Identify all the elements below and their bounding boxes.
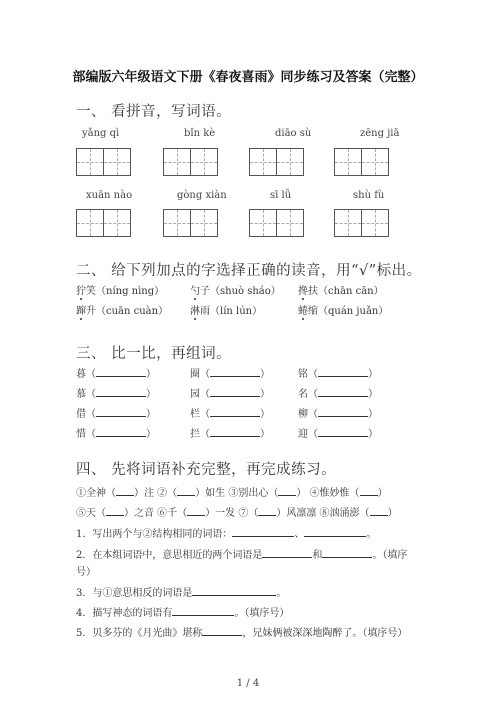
answer-blank[interactable]	[202, 625, 242, 636]
answer-blank[interactable]	[262, 547, 312, 558]
idiom-fill-line: ①全神（ ）注 ②（ ）如生 ③别出心（ ） ④惟妙惟（ ）	[76, 484, 388, 499]
compare-item: 名（ ）	[298, 385, 378, 400]
answer-blank[interactable]	[318, 406, 368, 417]
idiom-fill-line: ⑤天（ ）之音 ⑥千（ ）一发 ⑦（ ）风凛凛 ⑧汹涌澎（ ）	[76, 504, 398, 519]
grid-cell[interactable]	[76, 148, 104, 176]
compare-item: 暮（ ）	[76, 365, 156, 380]
compare-item: 园（ ）	[190, 385, 270, 400]
answer-blank[interactable]	[318, 366, 368, 377]
writing-grid[interactable]	[249, 148, 303, 176]
answer-blank[interactable]	[96, 406, 146, 417]
compare-item: 栏（ ）	[190, 405, 270, 420]
answer-blank[interactable]	[210, 406, 260, 417]
writing-grid[interactable]	[163, 209, 217, 237]
pinyin-label: shù fù	[353, 190, 385, 201]
compare-item: 柳（ ）	[298, 405, 378, 420]
pinyin-label: sī lǚ	[270, 190, 292, 201]
answer-blank[interactable]	[322, 547, 372, 558]
writing-grid[interactable]	[76, 209, 130, 237]
pinyin-label: gòng xiàn	[177, 190, 227, 201]
question-2-wrap: 号）	[76, 567, 96, 578]
reading-choice[interactable]: 勺子（shuò sháo）	[190, 282, 281, 297]
answer-blank[interactable]	[187, 505, 205, 516]
reading-choice[interactable]: 淋雨（lín lún）	[190, 302, 262, 317]
grid-cell[interactable]	[190, 148, 218, 176]
grid-cell[interactable]	[163, 209, 191, 237]
answer-blank[interactable]	[318, 386, 368, 397]
writing-grid[interactable]	[76, 148, 130, 176]
compare-item: 圈（ ）	[190, 365, 270, 380]
compare-item: 慕（ ）	[76, 385, 156, 400]
compare-item: 迎（ ）	[298, 425, 378, 440]
document-title: 部编版六年级语文下册《春夜喜雨》同步练习及答案（完整）	[72, 70, 424, 85]
pinyin-label: xuān nào	[86, 190, 133, 201]
answer-blank[interactable]	[304, 526, 366, 537]
grid-cell[interactable]	[249, 209, 277, 237]
answer-blank[interactable]	[258, 505, 276, 516]
page-number: 1 / 4	[236, 678, 260, 689]
pinyin-label: yǎng qì	[82, 128, 120, 139]
grid-cell[interactable]	[103, 209, 131, 237]
compare-item: 拦（ ）	[190, 425, 270, 440]
grid-cell[interactable]	[76, 209, 104, 237]
section-2-heading: 二、 给下列加点的字选择正确的读音，用“√”标出。	[76, 263, 422, 279]
section-4-heading: 四、 先将词语补充完整，再完成练习。	[76, 462, 337, 478]
writing-grid[interactable]	[334, 148, 388, 176]
question-4: 4．描写神态的词语有 。（填序号）	[76, 604, 289, 619]
compare-item: 铭（ ）	[298, 365, 378, 380]
answer-blank[interactable]	[210, 366, 260, 377]
grid-cell[interactable]	[334, 148, 362, 176]
reading-choice[interactable]: 搀扶（chān cān）	[298, 282, 384, 297]
grid-cell[interactable]	[361, 209, 389, 237]
question-3: 3．与①意思相反的词语是 。	[76, 584, 286, 599]
pinyin-label: diāo sù	[275, 128, 312, 139]
answer-blank[interactable]	[370, 505, 388, 516]
section-1-heading: 一、 看拼音，写词语。	[76, 104, 232, 120]
answer-blank[interactable]	[232, 526, 294, 537]
answer-blank[interactable]	[96, 366, 146, 377]
pinyin-label: bǐn kè	[184, 128, 216, 139]
compare-item: 惜（ ）	[76, 425, 156, 440]
reading-choice[interactable]: 蜷缩（quán juǎn）	[298, 302, 388, 317]
grid-cell[interactable]	[276, 148, 304, 176]
answer-blank[interactable]	[177, 485, 195, 496]
section-3-heading: 三、 比一比，再组词。	[76, 346, 232, 362]
answer-blank[interactable]	[210, 426, 260, 437]
answer-blank[interactable]	[172, 605, 234, 616]
writing-grid[interactable]	[334, 209, 388, 237]
writing-grid[interactable]	[163, 148, 217, 176]
question-1: 1．写出两个与②结构相同的词语： 、 。	[76, 525, 376, 540]
grid-cell[interactable]	[163, 148, 191, 176]
grid-cell[interactable]	[276, 209, 304, 237]
answer-blank[interactable]	[96, 386, 146, 397]
answer-blank[interactable]	[96, 426, 146, 437]
answer-blank[interactable]	[210, 386, 260, 397]
answer-blank[interactable]	[192, 585, 276, 596]
answer-blank[interactable]	[360, 485, 378, 496]
answer-blank[interactable]	[116, 485, 134, 496]
grid-cell[interactable]	[361, 148, 389, 176]
pinyin-label: zēng jiā	[360, 128, 400, 139]
answer-blank[interactable]	[106, 505, 124, 516]
grid-cell[interactable]	[249, 148, 277, 176]
answer-blank[interactable]	[318, 426, 368, 437]
reading-choice[interactable]: 狞笑（níng nìng）	[76, 282, 164, 297]
question-5: 5．贝多芬的《月光曲》堪称 ，兄妹俩被深深地陶醉了。（填序号）	[76, 624, 407, 639]
answer-blank[interactable]	[278, 485, 296, 496]
question-2: 2．在本组词语中，意思相近的两个词语是 和 。（填序	[76, 546, 407, 561]
grid-cell[interactable]	[190, 209, 218, 237]
reading-choice[interactable]: 蹿升（cuān cuàn）	[76, 302, 168, 317]
compare-item: 借（ ）	[76, 405, 156, 420]
grid-cell[interactable]	[334, 209, 362, 237]
writing-grid[interactable]	[249, 209, 303, 237]
grid-cell[interactable]	[103, 148, 131, 176]
